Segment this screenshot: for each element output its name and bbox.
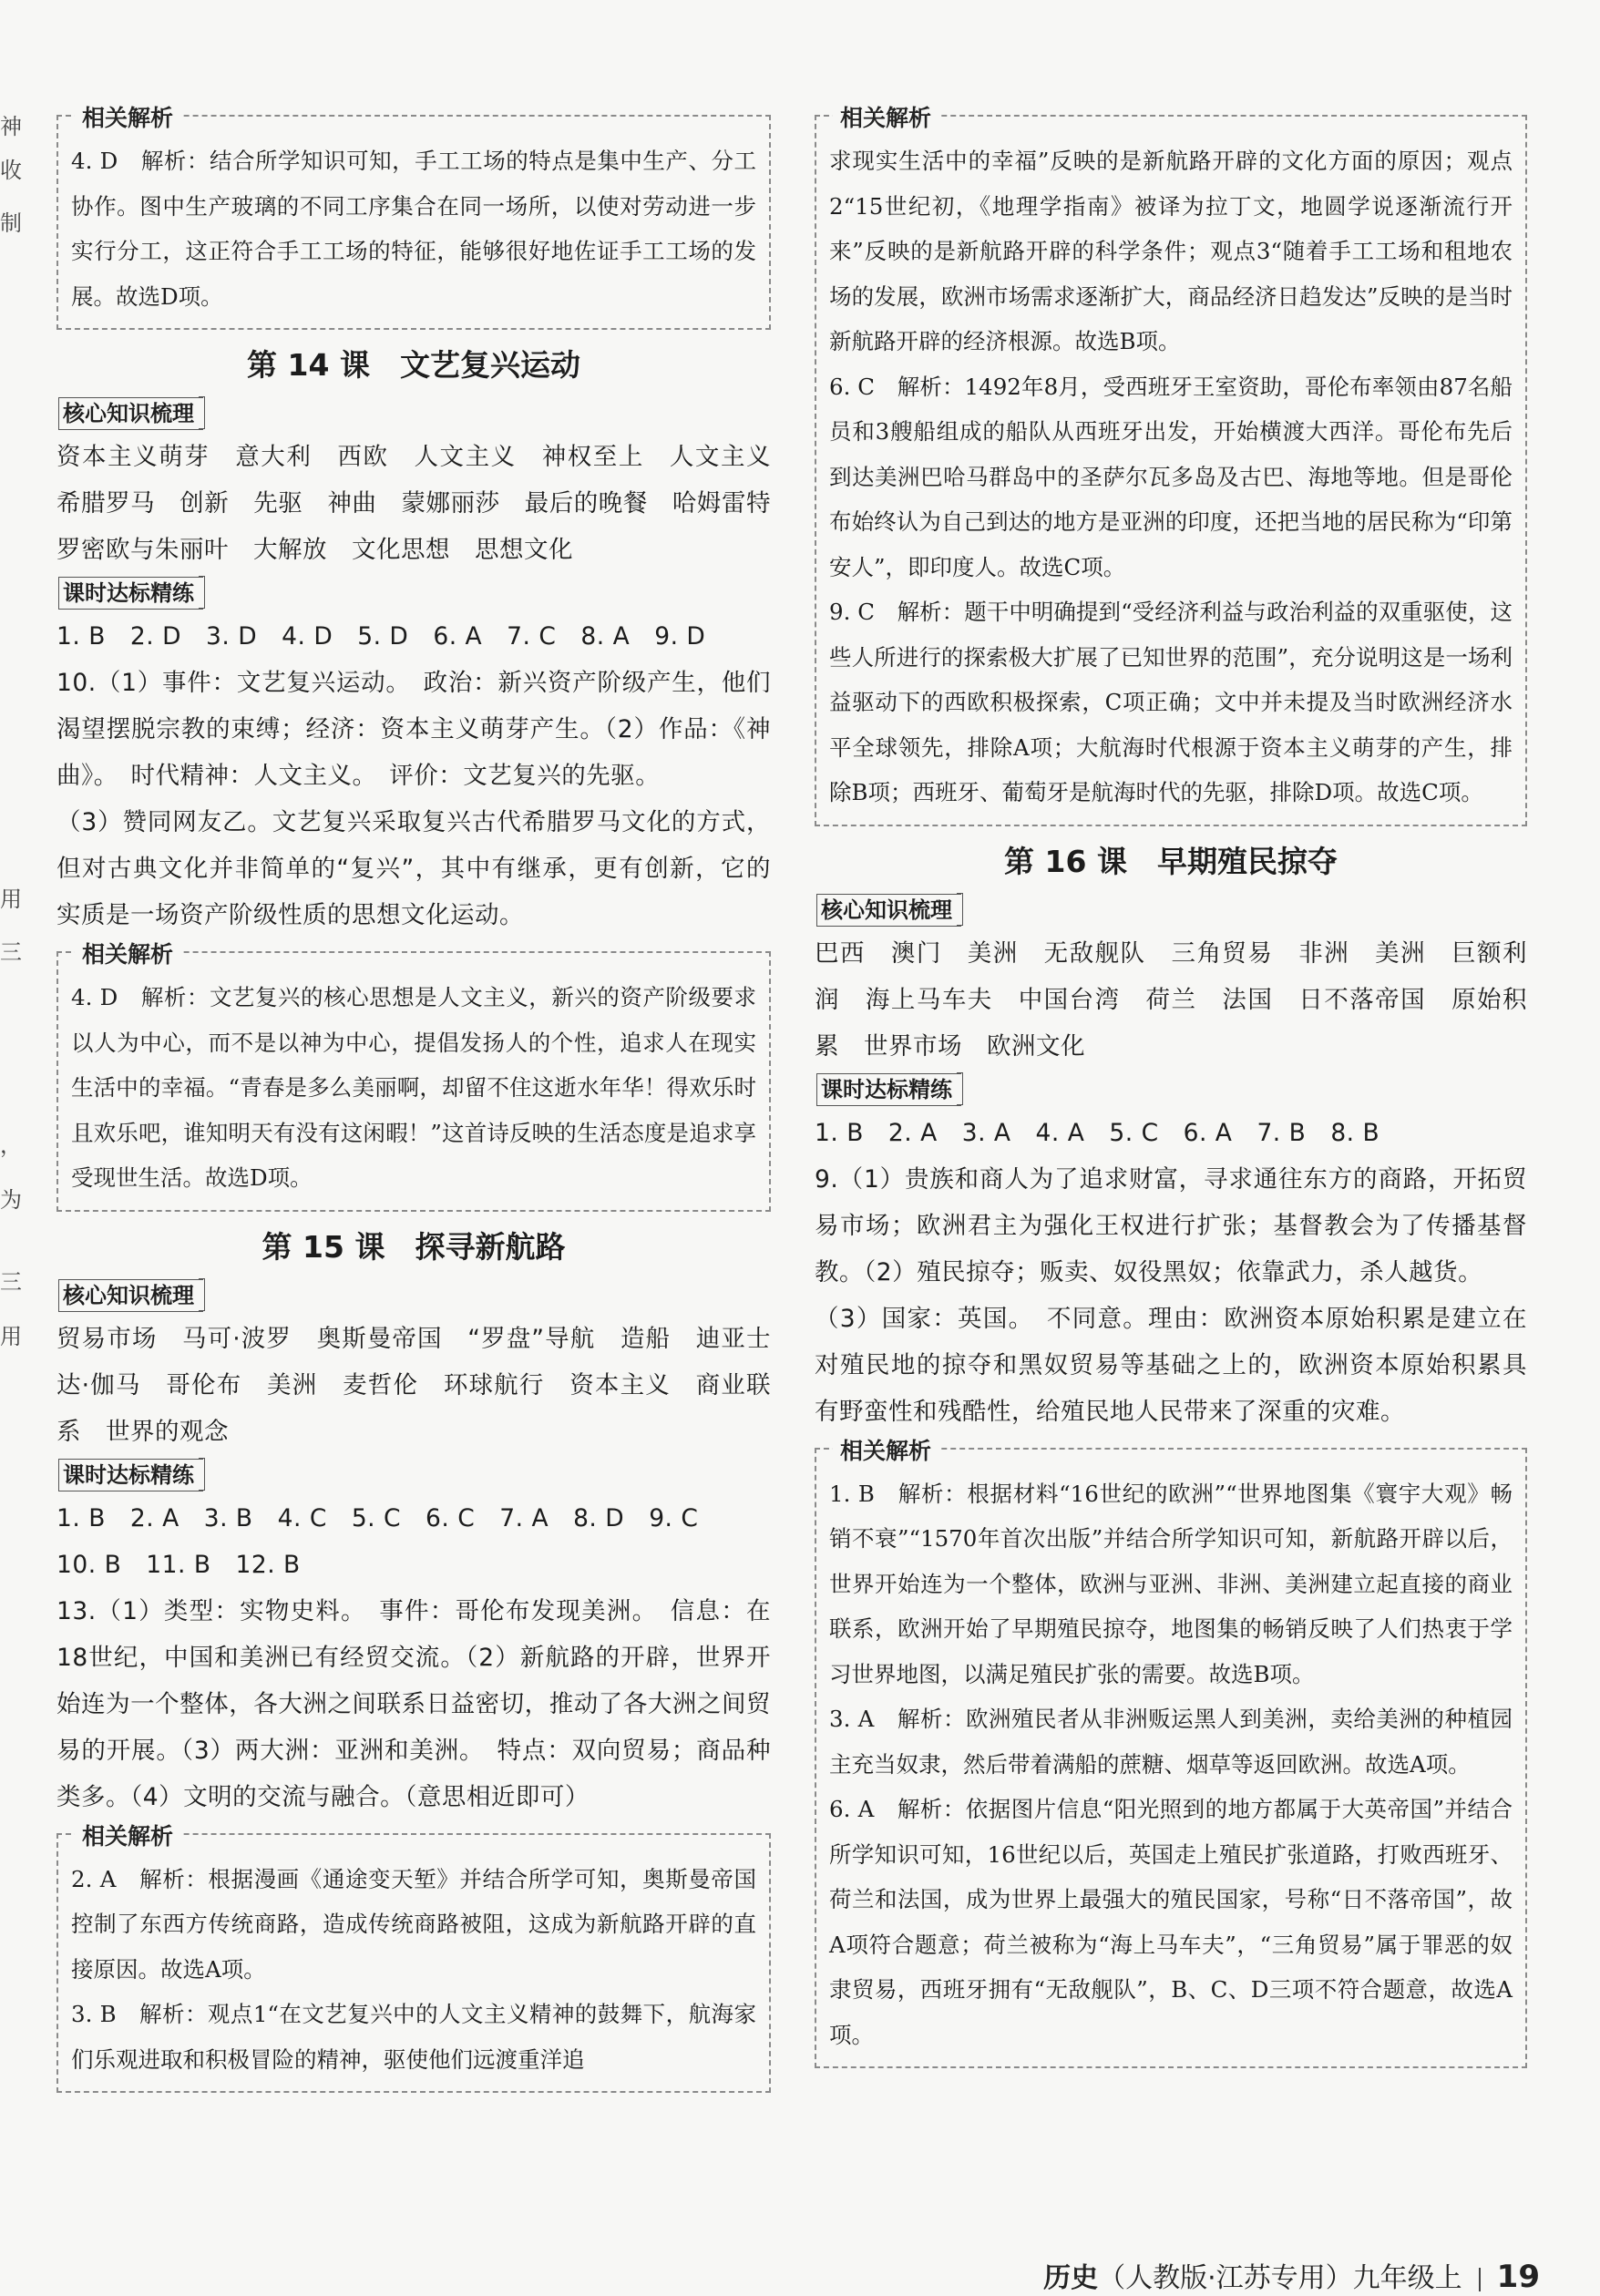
section-label: 课时达标精练 bbox=[58, 577, 203, 610]
box-label: 相关解析 bbox=[75, 937, 180, 969]
footer-divider bbox=[1479, 2268, 1481, 2291]
analysis-text: 4. D 解析：结合所学知识可知，手工工场的特点是集中生产、分工协作。图中生产玻璃的不同工序集合在同一场所，以使对劳动进一步实行分工，这正符合手工工场的特征，能够很好地佐证手工工场的发展。故选D项。 bbox=[71, 148, 756, 310]
section-label: 核心知识梳理 bbox=[58, 1279, 203, 1312]
core-knowledge: 资本主义萌芽 意大利 西欧 人文主义 神权至上 人文主义 希腊罗马 创新 先驱 神曲 蒙娜丽莎 最后的晚餐 哈姆雷特 罗密欧与朱丽叶 大解放 文化思想 思想文化 bbox=[56, 443, 795, 564]
answer-paragraph: （3）国家：英国。 不同意。理由：欧洲资本原始积累是建立在对殖民地的掠夺和黑奴贸易等基础之上的，欧洲资本原始积累具有野蛮性和残酷性，给殖民地人民带来了深重的灾难。 bbox=[815, 1304, 1527, 1426]
lesson-title: 第 16 课 早期殖民掠夺 bbox=[1004, 843, 1338, 879]
page-number: 19 bbox=[1496, 2259, 1540, 2295]
box-label: 相关解析 bbox=[833, 1433, 938, 1466]
answer-paragraph: 13.（1）类型：实物史料。 事件：哥伦布发现美洲。 信息：在18世纪，中国和美洲已有经贸交流。（2）新航路的开辟，世界开始连为一个整体，各大洲之间联系日益密切，推动了各大洲之间贸易的开展。（3）两大洲：亚洲和美洲。 特点：双向贸易；商品种类多。（4）文明的交流与融合。（意思相近即可） bbox=[56, 1596, 771, 1811]
edge-char: 用 bbox=[0, 887, 22, 912]
answer-line: 1. B 2. A 3. B 4. C 5. C 6. C 7. A 8. D 9. C bbox=[56, 1503, 699, 1532]
analysis-box bbox=[56, 941, 771, 1212]
answer-line: 1. B 2. A 3. A 4. A 5. C 6. A 7. B 8. B bbox=[815, 1118, 1380, 1147]
section-label: 核心知识梳理 bbox=[816, 894, 961, 927]
page-footer bbox=[1043, 2255, 1540, 2295]
edge-char: 三 bbox=[0, 939, 22, 965]
right-column bbox=[815, 102, 1527, 2077]
section-label: 课时达标精练 bbox=[58, 1459, 203, 1491]
core-knowledge: 贸易市场 马可·波罗 奥斯曼帝国 “罗盘”导航 造船 迪亚士 达·伽马 哥伦布 美洲 麦哲伦 环球航行 资本主义 商业联系 世界的观念 bbox=[56, 1324, 795, 1446]
left-column bbox=[56, 102, 795, 2102]
edge-char: 三 bbox=[0, 1269, 22, 1295]
lesson-title: 第 14 课 文艺复兴运动 bbox=[247, 347, 580, 383]
analysis-text: 1. B 解析：根据材料“16世纪的欧洲”“世界地图集《寰宇大观》畅销不衰”“1570年首次出版”并结合所学知识可知，新航路开辟以后，世界开始连为一个整体，欧洲与亚洲、非洲、美洲建立起直接的商业联系，欧洲开始了早期殖民掠夺，地图集的畅销反映了人们热衷于学习世界地图，以满足殖民扩张的需要。故选B项。 3. A 解析：欧洲殖民者从非洲贩运黑人到美洲，卖给美洲的种植园主充当奴隶，然后带着满船的蔗糖、烟草等返回欧洲。故选A项。 6. A 解析：依据图片信息“阳光照到的地方都属于大英帝国”并结合所学知识可知，16世纪以后，英国走上殖民扩张道路，打败西班牙、荷兰和法国，成为世界上最强大的殖民国家，号称“日不落帝国”，故A项符合题意；荷兰被称为“海上马车夫”，“三角贸易”属于罪恶的奴隶贸易，西班牙拥有“无敌舰队”，B、C、D三项不符合题意，故选A项。 bbox=[829, 1480, 1513, 2048]
analysis-box bbox=[56, 105, 771, 330]
analysis-box bbox=[56, 1822, 771, 2094]
answer-line: 1. B 2. D 3. D 4. D 5. D 6. A 7. C 8. A 9. D bbox=[56, 622, 706, 651]
box-label: 相关解析 bbox=[75, 100, 180, 133]
core-knowledge: 巴西 澳门 美洲 无敌舰队 三角贸易 非洲 美洲 巨额利润 海上马车夫 中国台湾 荷兰 法国 日不落帝国 原始积累 世界市场 欧洲文化 bbox=[815, 938, 1527, 1061]
subject-label: 历史 bbox=[1043, 2262, 1099, 2294]
edition-label: （人教版·江苏专用）九年级上 bbox=[1098, 2262, 1462, 2294]
analysis-text: 求现实生活中的幸福”反映的是新航路开辟的文化方面的原因；观点2“15世纪初，《地理学指南》被译为拉丁文，地圆学说逐渐流行开来”反映的是新航路开辟的科学条件；观点3“随着手工工场和租地农场的发展，欧洲市场需求逐渐扩大，商品经济日趋发达”反映的是当时新航路开辟的经济根源。故选B项。 6. C 解析：1492年8月，受西班牙王室资助，哥伦布率领由87名船员和3艘船组成的船队从西班牙出发，开始横渡大西洋。哥伦布先后到达美洲巴哈马群岛中的圣萨尔瓦多岛及古巴、海地等地。但是哥伦布始终认为自己到达的地方是亚洲的印度，还把当地的居民称为“印第安人”，即印度人。故选C项。 9. C 解析：题干中明确提到“受经济利益与政治利益的双重驱使，这些人所进行的探索极大扩展了已知世界的范围”，充分说明这是一场利益驱动下的西欧积极探索，C项正确；文中并未提及当时欧洲经济水平全球领先，排除A项；大航海时代根源于资本主义萌芽的产生，排除B项；西班牙、葡萄牙是航海时代的先驱，排除D项。故选C项。 bbox=[829, 148, 1513, 805]
section-label: 核心知识梳理 bbox=[58, 397, 203, 430]
lesson-title: 第 15 课 探寻新航路 bbox=[262, 1228, 566, 1265]
box-label: 相关解析 bbox=[75, 1819, 180, 1851]
edge-char: 为 bbox=[0, 1187, 22, 1213]
analysis-text: 4. D 解析：文艺复兴的核心思想是人文主义，新兴的资产阶级要求以人为中心，而不是以神为中心，提倡发扬人的个性，追求人在现实生活中的幸福。“青春是多么美丽啊，却留不住这逝水年华！得欢乐时且欢乐吧，谁知明天有没有这闲暇！”这首诗反映的生活态度是追求享受现世生活。故选D项。 bbox=[71, 984, 756, 1191]
answer-paragraph: （3）赞同网友乙。文艺复兴采取复兴古代希腊罗马文化的方式，但对古典文化并非简单的“复兴”，其中有继承，更有创新，它的实质是一场资产阶级性质的思想文化运动。 bbox=[56, 808, 771, 929]
answer-paragraph: 9.（1）贵族和商人为了追求财富，寻求通往东方的商路，开拓贸易市场；欧洲君主为强化王权进行扩张；基督教会为了传播基督教。（2）殖民掠夺；贩卖、奴役黑奴；依靠武力，杀人越货。 bbox=[815, 1164, 1527, 1286]
analysis-text: 2. A 解析：根据漫画《通途变天堑》并结合所学可知，奥斯曼帝国控制了东西方传统商路，造成传统商路被阻，这成为新航路开辟的直接原因。故选A项。 3. B 解析：观点1“在文艺复兴中的人文主义精神的鼓舞下，航海家们乐观进取和积极冒险的精神，驱使他们远渡重洋追 bbox=[71, 1865, 756, 2073]
edge-char: ， bbox=[0, 1133, 22, 1158]
edge-char: 用 bbox=[0, 1324, 22, 1349]
analysis-box bbox=[815, 1437, 1527, 2069]
section-label: 课时达标精练 bbox=[816, 1073, 961, 1106]
edge-char: 制 bbox=[0, 210, 22, 236]
edge-char: 收 bbox=[0, 158, 22, 183]
analysis-box bbox=[815, 105, 1527, 826]
answer-paragraph: 10.（1）事件：文艺复兴运动。 政治：新兴资产阶级产生，他们渴望摆脱宗教的束缚；经济：资本主义萌芽产生。（2）作品：《神曲》。 时代精神：人文主义。 评价：文艺复兴的先驱。 bbox=[56, 669, 771, 790]
box-label: 相关解析 bbox=[833, 100, 938, 133]
answer-line: 10. B 11. B 12. B bbox=[56, 1550, 301, 1579]
edge-char: 神 bbox=[0, 114, 22, 139]
